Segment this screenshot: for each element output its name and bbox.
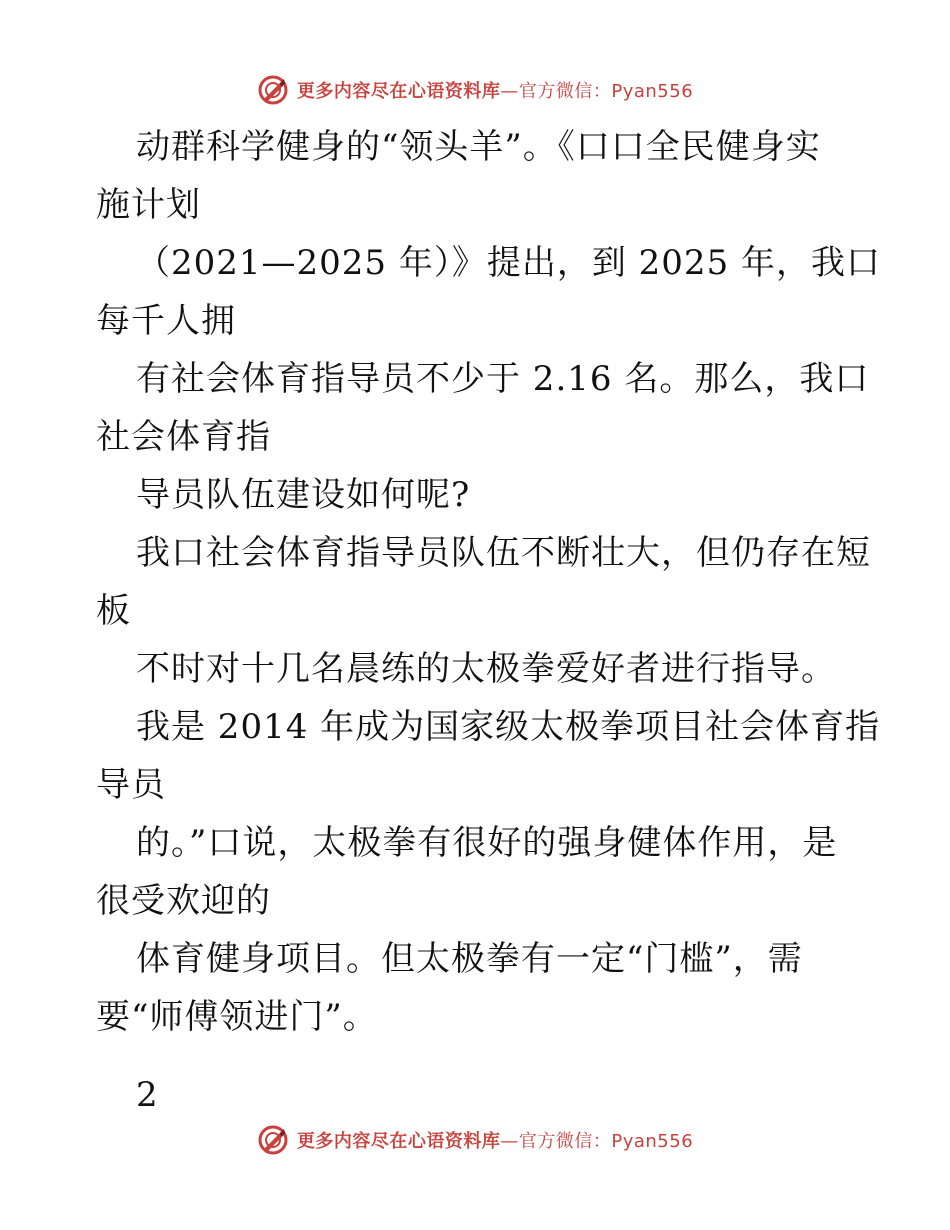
text-line: 板 xyxy=(96,591,131,631)
header-banner xyxy=(0,70,950,110)
banner-suffix: 官方微信：Pyan556 xyxy=(518,1131,694,1152)
text-line: 体育健身项目。但太极拳有一定“门槛”，需 xyxy=(136,939,803,979)
banner-prefix: 更多内容尽在心语资料库 xyxy=(296,81,501,102)
text-line: 我是 2014 年成为国家级太极拳项目社会体育指 xyxy=(136,707,881,747)
text-line: 很受欢迎的 xyxy=(96,881,271,921)
text-line: 要“师傅领进门”。 xyxy=(96,997,378,1037)
banner-text xyxy=(297,1127,693,1153)
page-number: 2 xyxy=(136,1075,159,1115)
banner-separator: — xyxy=(500,1131,519,1152)
pen-swirl-logo-icon xyxy=(257,74,289,106)
text-line: 每千人拥 xyxy=(96,301,236,341)
text-line: 导员 xyxy=(96,765,166,805)
banner-separator: — xyxy=(500,81,519,102)
banner-text xyxy=(297,77,693,103)
text-line: 不时对十几名晨练的太极拳爱好者进行指导。 xyxy=(136,649,836,689)
text-line: 的。”口说，太极拳有很好的强身健体作用，是 xyxy=(136,823,838,863)
text-line: 有社会体育指导员不少于 2.16 名。那么，我口 xyxy=(136,359,870,399)
banner-suffix: 官方微信：Pyan556 xyxy=(518,81,694,102)
pen-swirl-logo-icon xyxy=(257,1124,289,1156)
footer-banner xyxy=(0,1120,950,1160)
document-body xyxy=(96,118,882,1124)
text-line: 社会体育指 xyxy=(96,417,271,457)
text-line: （2021—2025 年）》提出，到 2025 年，我口 xyxy=(136,243,882,283)
text-line: 施计划 xyxy=(96,185,201,225)
paragraph-gap xyxy=(96,1046,856,1066)
text-line: 我口社会体育指导员队伍不断壮大，但仍存在短 xyxy=(136,533,871,573)
text-line: 导员队伍建设如何呢? xyxy=(136,475,471,515)
banner-prefix: 更多内容尽在心语资料库 xyxy=(296,1131,501,1152)
text-line: 动群科学健身的“领头羊”。《口口全民健身实 xyxy=(136,127,821,167)
